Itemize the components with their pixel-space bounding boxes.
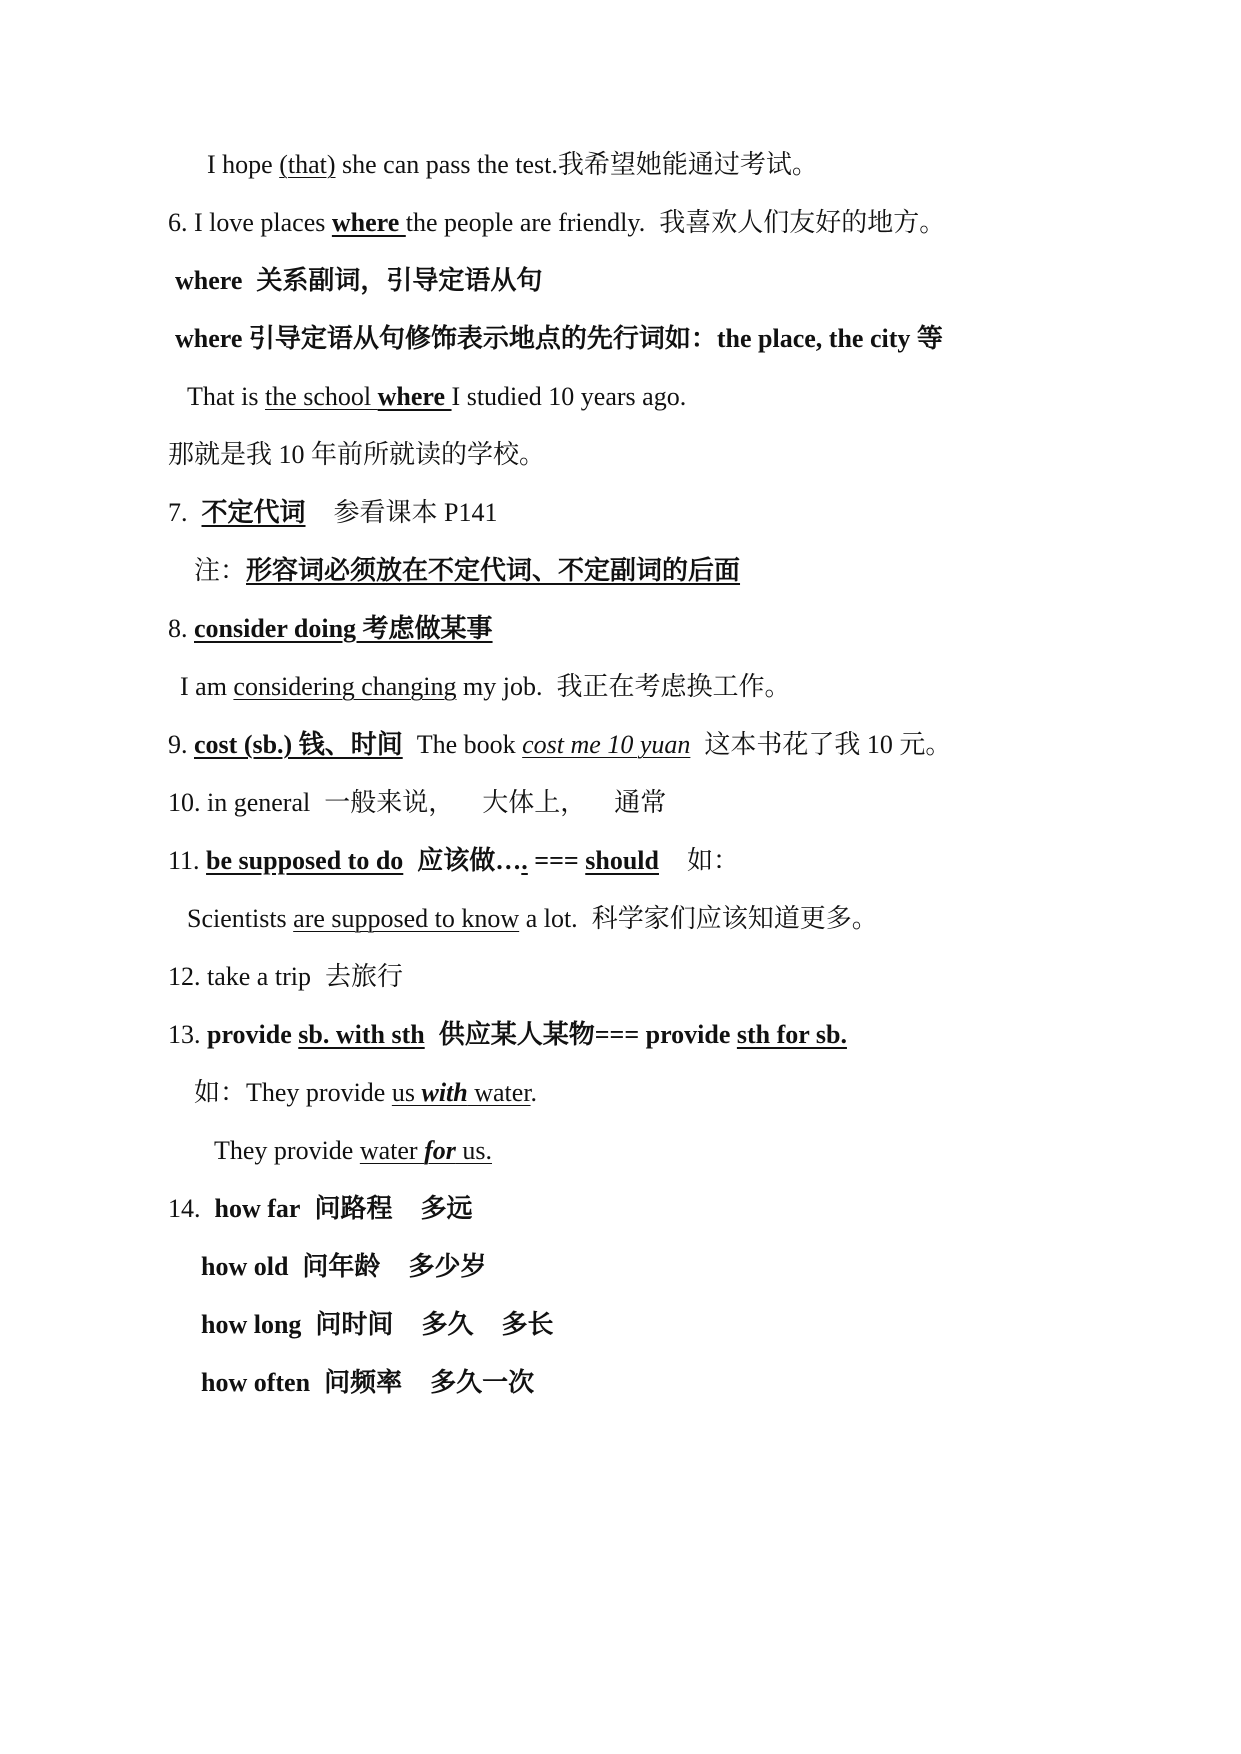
line-item-14: 14. how far 问路程 多远 — [168, 1194, 473, 1223]
line-how-often: how often 问频率 多久一次 — [201, 1368, 535, 1397]
line-school-translation: 那就是我 10 年前所就读的学校。 — [168, 440, 546, 469]
line-hope-that: I hope (that) she can pass the test.我希望她能通过考试。 — [207, 150, 818, 179]
line-item-6: 6. I love places where the people are friendly. 我喜欢人们友好的地方。 — [168, 208, 946, 237]
line-item-7-note: 注：形容词必须放在不定代词、不定副词的后面 — [194, 556, 741, 585]
line-how-long: how long 问时间 多久 多长 — [201, 1310, 554, 1339]
line-how-old: how old 问年龄 多少岁 — [201, 1252, 487, 1281]
line-item-10: 10. in general 一般来说， 大体上， 通常 — [168, 788, 667, 817]
line-where-note: where 关系副词，引导定语从句 — [175, 266, 543, 295]
keyword-where: where — [331, 208, 406, 237]
line-item-8: 8. consider doing 考虑做某事 — [168, 614, 493, 643]
line-item-7: 7. 不定代词 参看课本 P141 — [168, 498, 498, 527]
line-item-8-example: I am considering changing my job. 我正在考虑换工作。 — [180, 672, 791, 701]
line-school-example: That is the school where I studied 10 years ago. — [187, 382, 687, 411]
line-item-11-example: Scientists are supposed to know a lot. 科学家们应该知道更多。 — [187, 904, 878, 933]
line-item-13-example-2: They provide water for us. — [214, 1136, 492, 1165]
line-item-9: 9. cost (sb.) 钱、时间 The book cost me 10 yuan 这本书花了我 10 元。 — [168, 730, 952, 759]
line-item-12: 12. take a trip 去旅行 — [168, 962, 403, 991]
line-item-13-example-1: 如：They provide us with water. — [194, 1078, 538, 1107]
line-where-rule: where 引导定语从句修饰表示地点的先行词如：the place, the city 等 — [175, 324, 943, 353]
underlined-that: (that) — [279, 150, 336, 179]
line-item-13: 13. provide sb. with sth 供应某人某物=== provide sth for sb. — [168, 1020, 847, 1049]
line-item-11: 11. be supposed to do 应该做…. === should 如： — [168, 846, 739, 875]
